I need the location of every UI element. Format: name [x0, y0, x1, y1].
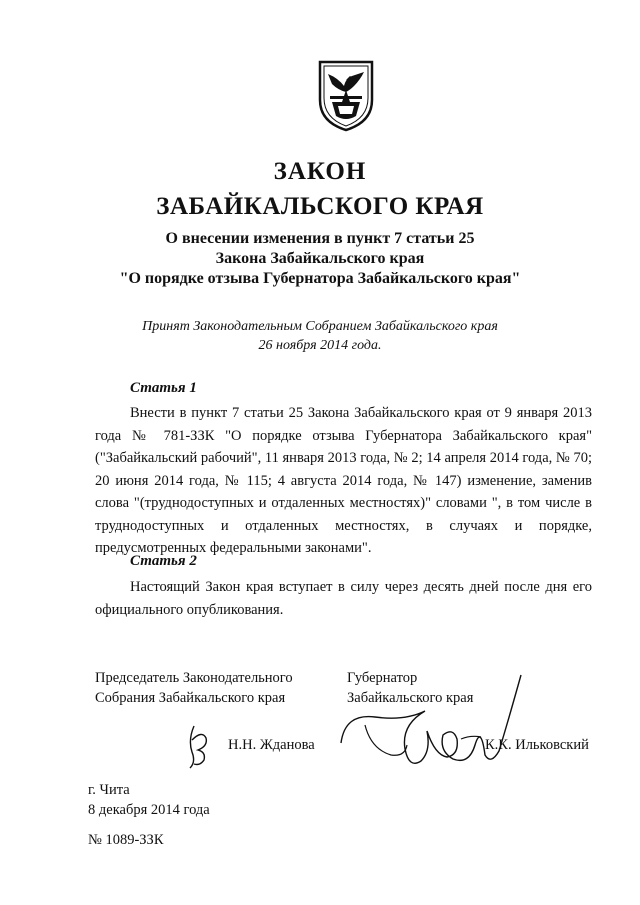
adoption-line: Принят Законодательным Собранием Забайкальского края — [142, 319, 498, 334]
adoption-note — [0, 317, 640, 355]
place-and-date — [88, 780, 210, 820]
region-title: ЗАБАЙКАЛЬСКОГО КРАЯ — [156, 193, 484, 220]
governor-name: К.К. Ильковский — [485, 737, 589, 753]
coat-of-arms-emblem — [316, 60, 376, 132]
city: г. Чита — [88, 782, 130, 798]
chairman-name: Н.Н. Жданова — [228, 737, 315, 753]
chairman-title-line: Собрания Забайкальского края — [95, 690, 286, 706]
governor-signature — [335, 665, 525, 780]
law-subtitle — [0, 229, 640, 289]
article-1-heading: Статья 1 — [130, 380, 197, 396]
governor-title-line: Забайкальского края — [347, 690, 474, 706]
signing-date: 8 декабря 2014 года — [88, 802, 210, 818]
subtitle-line: "О порядке отзыва Губернатора Забайкальского края" — [119, 270, 521, 287]
article-1-text: Внести в пункт 7 статьи 25 Закона Забайкальского края от 9 января 2013 года № 781-ЗЗК "О порядке отзыва Губернатора Забайкальского края" ("Забайкальский рабочий", 11 января 2013 года, № 2; 14 апреля 2014 года, № 70; 20 июня 2014 года, № 115; 4 августа 2014 года, № 147) изменение, заменив слова "(труднодоступных и отдаленных местностях)" словами ", в том числе в труднодоступных и отдаленных местностях, в случаях и порядке, предусмотренных федеральными законами". — [95, 405, 592, 556]
governor-title-line: Губернатор — [347, 670, 418, 686]
law-number: № 1089-ЗЗК — [88, 832, 164, 848]
article-2-text: Настоящий Закон края вступает в силу через десять дней после дня его официального опубликования. — [95, 579, 592, 618]
subtitle-line: Закона Забайкальского края — [215, 250, 425, 267]
subtitle-line: О внесении изменения в пункт 7 статьи 25 — [165, 230, 475, 247]
adoption-date: 26 ноября 2014 года. — [258, 338, 382, 353]
chairman-signature — [180, 722, 216, 772]
article-2-heading: Статья 2 — [130, 553, 197, 569]
chairman-title-line: Председатель Законодательного — [95, 670, 293, 686]
chairman-title — [95, 668, 293, 708]
document-type-title: ЗАКОН — [273, 158, 367, 185]
